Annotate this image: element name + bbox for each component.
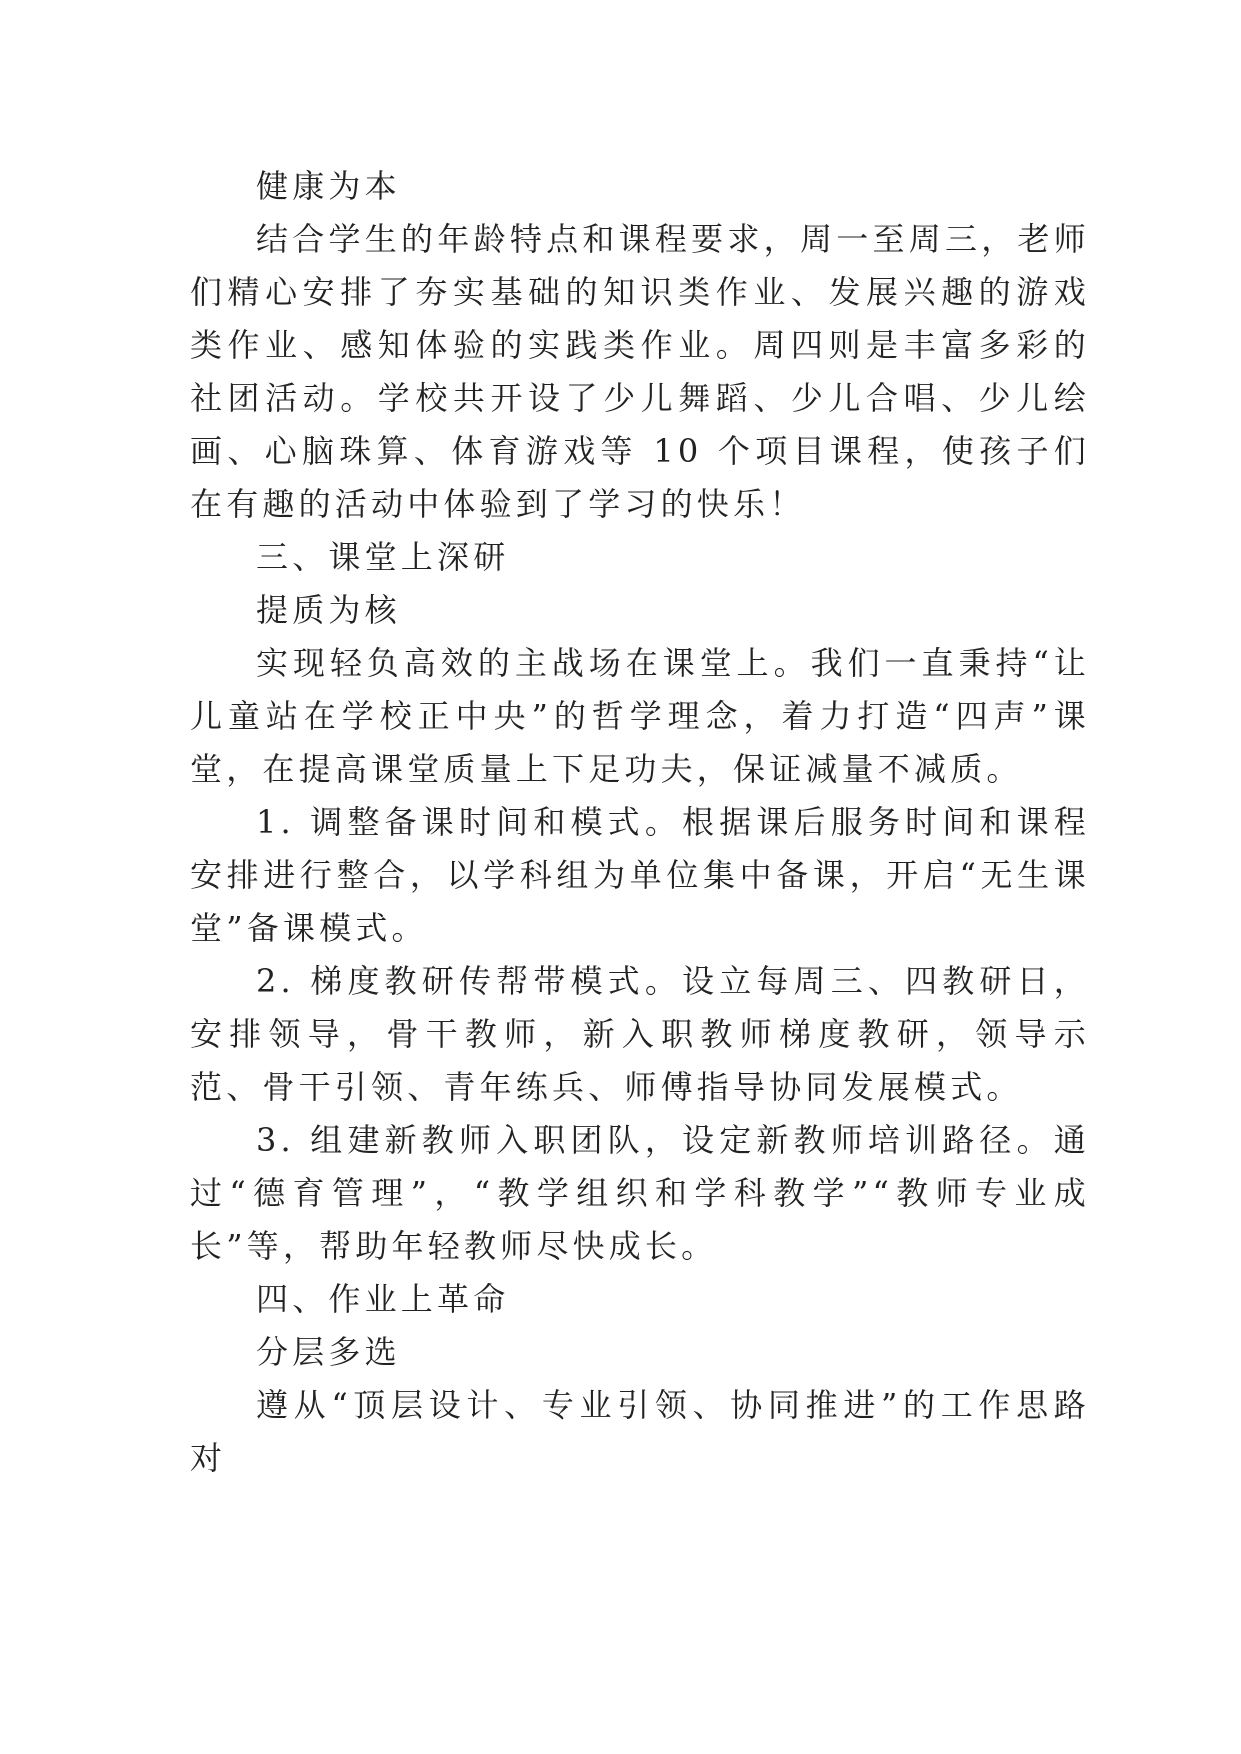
document-body	[190, 160, 1090, 1485]
list-item-new-teachers: 3. 组建新教师入职团队，设定新教师培训路径。通过“德育管理”，“教学组织和学科教学”“教师专业成长”等，帮助年轻教师尽快成长。	[190, 1121, 1090, 1265]
paragraph-activities: 结合学生的年龄特点和课程要求，周一至周三，老师们精心安排了夯实基础的知识类作业、发展兴趣的游戏类作业、感知体验的实践类作业。周四则是丰富多彩的社团活动。学校共开设了少儿舞蹈、少儿合唱、少儿绘画、心脑珠算、体育游戏等 10 个项目课程，使孩子们在有趣的活动中体验到了学习的快乐！	[190, 220, 1090, 523]
section-heading-classroom: 三、课堂上深研	[256, 538, 510, 576]
list-item-lesson-prep: 1. 调整备课时间和模式。根据课后服务时间和课程安排进行整合，以学科组为单位集中备课，开启“无生课堂”备课模式。	[190, 803, 1090, 947]
subheading-layered: 分层多选	[256, 1333, 401, 1371]
paragraph-classroom: 实现轻负高效的主战场在课堂上。我们一直秉持“让儿童站在学校正中央”的哲学理念，着力打造“四声”课堂，在提高课堂质量上下足功夫，保证减量不减质。	[190, 644, 1090, 788]
list-item-teaching-research: 2. 梯度教研传帮带模式。设立每周三、四教研日，安排领导，骨干教师，新入职教师梯度教研，领导示范、骨干引领、青年练兵、师傅指导协同发展模式。	[190, 962, 1090, 1106]
subheading-health: 健康为本	[256, 167, 401, 205]
section-heading-homework: 四、作业上革命	[256, 1280, 510, 1318]
subheading-quality: 提质为核	[256, 591, 401, 629]
paragraph-homework: 遵从“顶层设计、专业引领、协同推进”的工作思路对	[190, 1386, 1090, 1477]
